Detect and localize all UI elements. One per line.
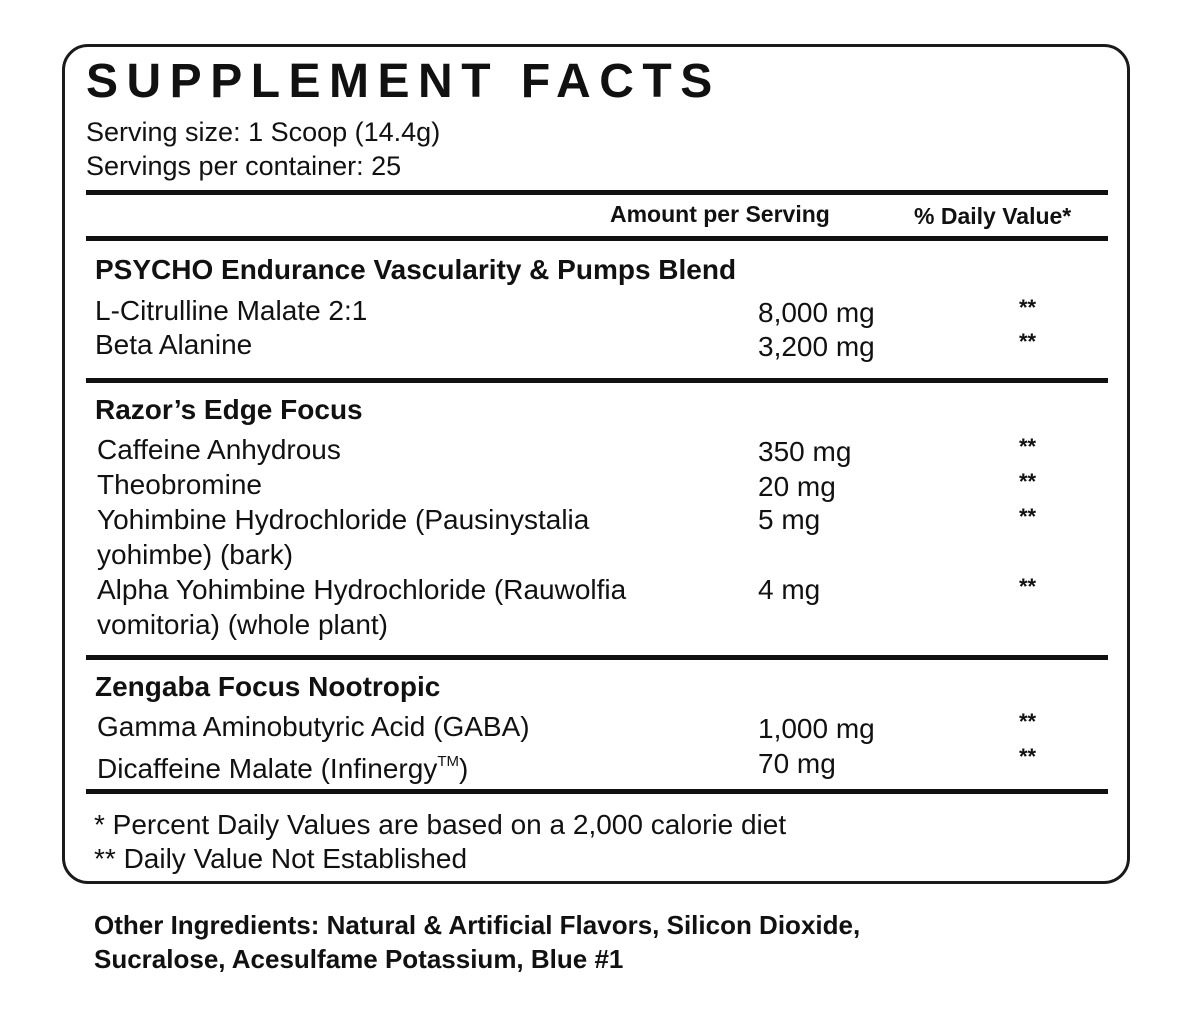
ingredient-amount: 5 mg xyxy=(758,504,821,535)
blend-title: Zengaba Focus Nootropic xyxy=(95,671,441,702)
ingredient-name: Theobromine xyxy=(97,469,262,500)
ingredient-name: L-Citrulline Malate 2:1 xyxy=(95,295,368,326)
ingredient-name: Alpha Yohimbine Hydrochloride (Rauwolfia xyxy=(97,574,627,605)
ingredient-name: Caffeine Anhydrous xyxy=(97,434,341,465)
daily-value-mark: ** xyxy=(1019,295,1037,320)
serving-size: Serving size: 1 Scoop (14.4g) xyxy=(86,117,441,147)
blend-title: PSYCHO Endurance Vascularity & Pumps Blend xyxy=(95,254,737,285)
footnote-percent-daily-value: * Percent Daily Values are based on a 2,000 calorie diet xyxy=(94,809,787,840)
footnote-not-established: ** Daily Value Not Established xyxy=(94,843,468,874)
other-ingredients xyxy=(94,908,860,976)
header-top-divider xyxy=(86,190,1108,195)
daily-value-mark: ** xyxy=(1019,434,1037,459)
ingredient-name-suffix: ) xyxy=(459,753,469,784)
ingredient-name-continued: vomitoria) (whole plant) xyxy=(97,609,388,640)
ingredient-amount: 20 mg xyxy=(758,471,836,502)
ingredient-name: Gamma Aminobutyric Acid (GABA) xyxy=(97,711,530,742)
amount-per-serving-header: Amount per Serving xyxy=(610,201,830,227)
header-bottom-divider xyxy=(86,236,1108,241)
daily-value-header: % Daily Value* xyxy=(914,203,1072,229)
ingredient-amount: 4 mg xyxy=(758,574,821,605)
ingredient-name-text: Dicaffeine Malate (Infinergy xyxy=(97,753,438,784)
trademark-symbol: TM xyxy=(437,753,459,770)
daily-value-mark: ** xyxy=(1019,504,1037,529)
ingredient-amount: 70 mg xyxy=(758,748,836,779)
daily-value-mark: ** xyxy=(1019,329,1037,354)
daily-value-mark: ** xyxy=(1019,469,1037,494)
footnote-divider xyxy=(86,789,1108,794)
daily-value-mark: ** xyxy=(1019,709,1037,734)
blend-divider xyxy=(86,378,1108,383)
blend-divider xyxy=(86,655,1108,660)
blend-title: Razor’s Edge Focus xyxy=(95,394,363,425)
ingredient-amount: 8,000 mg xyxy=(758,297,875,328)
page-title: SUPPLEMENT FACTS xyxy=(86,55,721,108)
daily-value-mark: ** xyxy=(1019,744,1037,769)
ingredient-name: Beta Alanine xyxy=(95,329,253,360)
other-ingredients-line-2: Sucralose, Acesulfame Potassium, Blue #1 xyxy=(94,944,624,974)
servings-per-container: Servings per container: 25 xyxy=(86,151,402,181)
ingredient-name xyxy=(97,745,468,786)
ingredient-name-continued: yohimbe) (bark) xyxy=(97,539,294,570)
other-ingredients-line-1: Other Ingredients: Natural & Artificial Flavors, Silicon Dioxide, xyxy=(94,910,861,940)
ingredient-amount: 350 mg xyxy=(758,436,852,467)
daily-value-mark: ** xyxy=(1019,574,1037,599)
ingredient-amount: 3,200 mg xyxy=(758,331,875,362)
ingredient-amount: 1,000 mg xyxy=(758,713,875,744)
ingredient-name: Yohimbine Hydrochloride (Pausinystalia xyxy=(97,504,590,535)
